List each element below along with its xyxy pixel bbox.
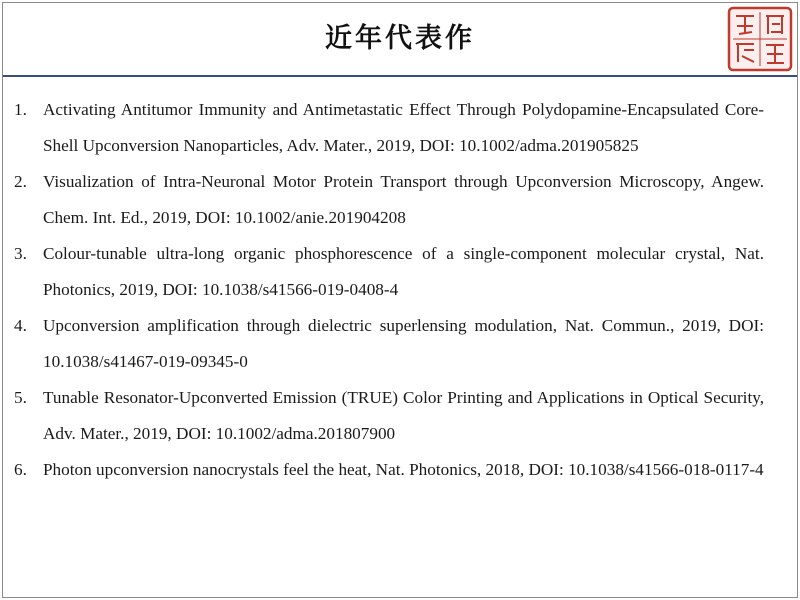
reference-list (14, 92, 764, 488)
list-item (14, 236, 764, 308)
page-title: 近年代表作 (325, 23, 475, 54)
reference-number: 3. (14, 244, 27, 263)
reference-number: 5. (14, 388, 27, 407)
reference-text: Colour-tunable ultra-long organic phosphorescence of a single-component molecular crystal, Nat. Photonics, 2019, DOI: 10.1038/s41566-019-0408-4 (43, 244, 764, 299)
reference-text: Upconversion amplification through dielectric superlensing modulation, Nat. Commun., 2019, DOI: 10.1038/s41467-019-09345-0 (43, 316, 764, 371)
reference-text: Tunable Resonator-Upconverted Emission (TRUE) Color Printing and Applications in Optical Security, Adv. Mater., 2019, DOI: 10.1002/adma.201807900 (43, 388, 764, 443)
title-bar (0, 0, 800, 80)
reference-text: Photon upconversion nanocrystals feel the heat, Nat. Photonics, 2018, DOI: 10.1038/s41566-018-0117-4 (43, 460, 764, 479)
reference-number: 2. (14, 172, 27, 191)
reference-number: 1. (14, 100, 27, 119)
seal-stamp-logo (727, 6, 793, 72)
list-item (14, 164, 764, 236)
reference-number: 6. (14, 460, 27, 479)
reference-text: Activating Antitumor Immunity and Antimetastatic Effect Through Polydopamine-Encapsulated Core-Shell Upconversion Nanoparticles, Adv. Mater., 2019, DOI: 10.1002/adma.201905825 (43, 100, 764, 155)
list-item (14, 380, 764, 452)
list-item (14, 308, 764, 380)
reference-text: Visualization of Intra-Neuronal Motor Protein Transport through Upconversion Microscopy, Angew. Chem. Int. Ed., 2019, DOI: 10.1002/anie.201904208 (43, 172, 764, 227)
list-item (14, 92, 764, 164)
list-item (14, 452, 764, 488)
reference-number: 4. (14, 316, 27, 335)
title-divider (2, 75, 798, 77)
